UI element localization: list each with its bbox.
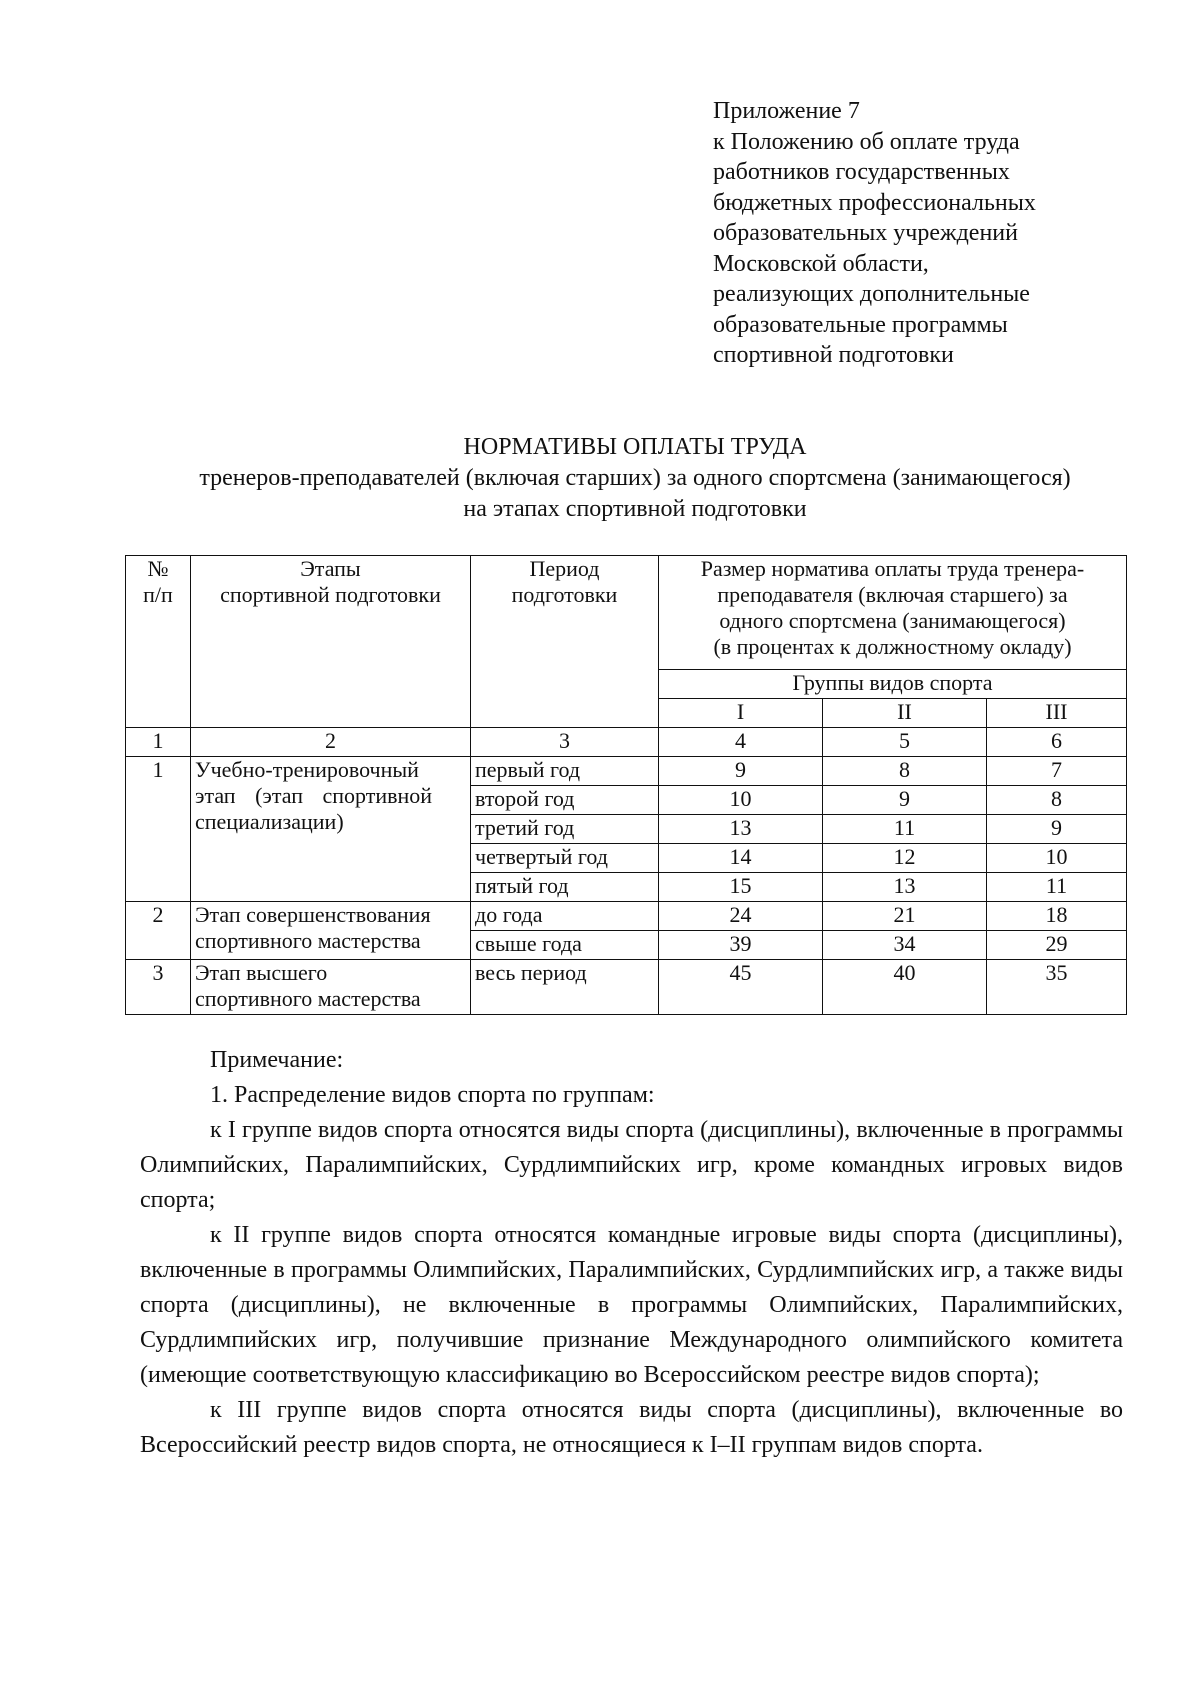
appendix-line: работников государственных — [713, 159, 1010, 185]
value-cell: 11 — [987, 873, 1127, 902]
period-cell: четвертый год — [471, 844, 659, 873]
appendix-block — [713, 96, 1036, 371]
value-cell: 34 — [823, 931, 987, 960]
period-cell: первый год — [471, 757, 659, 786]
value-cell: 39 — [659, 931, 823, 960]
appendix-line: бюджетных профессиональных — [713, 189, 1036, 216]
appendix-line: спортивной подготовки — [713, 342, 954, 368]
stage-num: 1 — [126, 757, 191, 902]
value-cell: 12 — [823, 844, 987, 873]
column-number: 5 — [823, 728, 987, 757]
table-row — [126, 757, 1127, 786]
value-cell: 45 — [659, 960, 823, 1015]
appendix-line: реализующих дополнительные — [713, 281, 1030, 307]
value-cell: 11 — [823, 815, 987, 844]
note-group-3: к III группе видов спорта относятся виды спорта (дисциплины), включенные во Всероссийский реестр видов спорта, не относящиеся к I–II группам видов спорта. — [140, 1397, 1123, 1458]
header-num: № п/п — [126, 556, 191, 728]
value-cell: 9 — [987, 815, 1127, 844]
value-cell: 10 — [659, 786, 823, 815]
stage-name: Этап высшего спортивного мастерства — [191, 960, 471, 1015]
header-period: Период подготовки — [471, 556, 659, 728]
note-group-1: к I группе видов спорта относятся виды спорта (дисциплины), включенные в программы Олимпийских, Паралимпийских, Сурдлимпийских игр, кроме командных игровых видов спорта; — [140, 1117, 1123, 1213]
stage-num: 2 — [126, 902, 191, 960]
column-number: 4 — [659, 728, 823, 757]
note-group-2: к II группе видов спорта относятся командные игровые виды спорта (дисциплины), включенные в программы Олимпийских, Паралимпийских, Сурдлимпийских игр, а также виды спорта (дисциплины), не включенные в программы Олимпийских, Паралимпийских, Сурдлимпийских игр, получившие признание Международного олимпийского комитета (имеющие соответствующую классификацию во Всероссийском реестре видов спорта); — [140, 1222, 1123, 1388]
header-group-2: II — [823, 699, 987, 728]
value-cell: 24 — [659, 902, 823, 931]
value-cell: 7 — [987, 757, 1127, 786]
column-number: 3 — [471, 728, 659, 757]
value-cell: 9 — [659, 757, 823, 786]
document-heading — [0, 432, 1200, 525]
value-cell: 40 — [823, 960, 987, 1015]
value-cell: 8 — [987, 786, 1127, 815]
value-cell: 15 — [659, 873, 823, 902]
period-cell: весь период — [471, 960, 659, 1015]
value-cell: 14 — [659, 844, 823, 873]
period-cell: до года — [471, 902, 659, 931]
value-cell: 9 — [823, 786, 987, 815]
norms-table — [125, 555, 1127, 1015]
appendix-line: Приложение 7 — [713, 98, 860, 124]
note-item: 1. Распределение видов спорта по группам: — [210, 1082, 655, 1108]
stage-num: 3 — [126, 960, 191, 1015]
header-group-1: I — [659, 699, 823, 728]
table-row — [126, 960, 1127, 1015]
stage-name: Учебно-тренировочный этап (этап спортивной специализации) — [191, 757, 471, 902]
stage-name: Этап совершенствования спортивного мастерства — [191, 902, 471, 960]
value-cell: 35 — [987, 960, 1127, 1015]
header-stages: Этапы спортивной подготовки — [191, 556, 471, 728]
column-number: 2 — [191, 728, 471, 757]
column-number: 1 — [126, 728, 191, 757]
header-norm: Размер норматива оплаты труда тренера- преподавателя (включая старшего) за одного спортсмена (занимающегося) (в процентах к должностному окладу) — [659, 556, 1127, 670]
value-cell: 13 — [823, 873, 987, 902]
period-cell: свыше года — [471, 931, 659, 960]
document-subtitle: тренеров-преподавателей (включая старших) за одного спортсмена (занимающегося) — [199, 465, 1071, 491]
period-cell: пятый год — [471, 873, 659, 902]
value-cell: 13 — [659, 815, 823, 844]
period-cell: второй год — [471, 786, 659, 815]
appendix-line: образовательные программы — [713, 311, 1008, 338]
note-title: Примечание: — [210, 1047, 344, 1073]
appendix-line: Московской области, — [713, 250, 929, 277]
value-cell: 29 — [987, 931, 1127, 960]
value-cell: 18 — [987, 902, 1127, 931]
value-cell: 8 — [823, 757, 987, 786]
document-title: НОРМАТИВЫ ОПЛАТЫ ТРУДА — [463, 434, 807, 460]
appendix-line: образовательных учреждений — [713, 220, 1018, 246]
period-cell: третий год — [471, 815, 659, 844]
table-row — [126, 902, 1127, 931]
header-groups: Группы видов спорта — [659, 670, 1127, 699]
appendix-line: к Положению об оплате труда — [713, 128, 1020, 155]
header-group-3: III — [987, 699, 1127, 728]
column-number: 6 — [987, 728, 1127, 757]
value-cell: 10 — [987, 844, 1127, 873]
document-subtitle: на этапах спортивной подготовки — [463, 496, 807, 522]
value-cell: 21 — [823, 902, 987, 931]
note-section — [140, 1043, 1123, 1463]
column-numbers-row — [126, 728, 1127, 757]
